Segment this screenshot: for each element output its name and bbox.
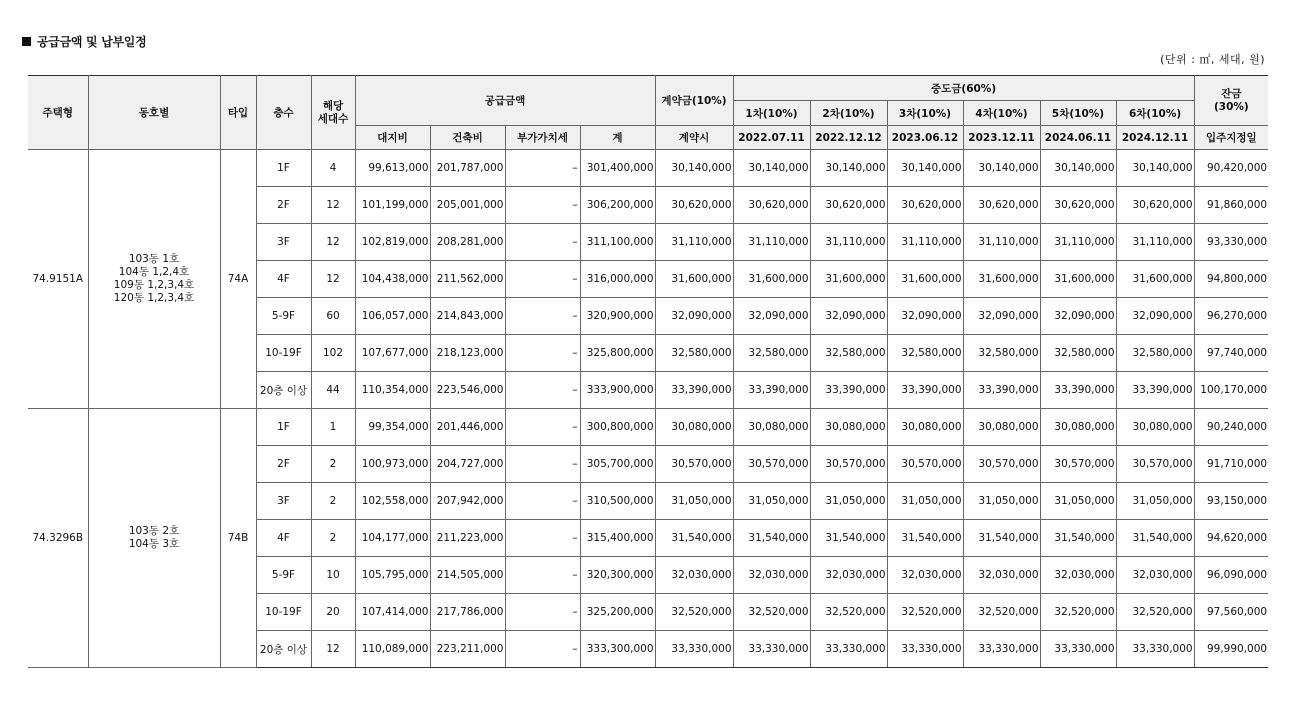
- dong-ho-cell: 103동 1호 104동 1,2,4호 109동 1,2,3,4호 120동 1,2,3,4호: [88, 150, 220, 409]
- units-cell: 4: [311, 150, 355, 187]
- col-balance-when: 입주지정일: [1194, 126, 1268, 150]
- col-land: 대지비: [355, 126, 430, 150]
- interim-cell-1: 31,540,000: [733, 520, 810, 557]
- interim-cell-1: 31,050,000: [733, 483, 810, 520]
- interim-cell-3: 31,110,000: [887, 224, 963, 261]
- col-units: 해당 세대수: [311, 76, 355, 150]
- interim-cell-1: 31,110,000: [733, 224, 810, 261]
- balance-cell: 96,270,000: [1194, 298, 1268, 335]
- interim-cell-4: 32,090,000: [963, 298, 1040, 335]
- vat-cell: –: [505, 298, 580, 335]
- floor-cell: 2F: [256, 446, 311, 483]
- units-cell: 1: [311, 409, 355, 446]
- building-cell: 217,786,000: [430, 594, 505, 631]
- vat-cell: –: [505, 594, 580, 631]
- interim-cell-5: 32,030,000: [1040, 557, 1116, 594]
- vat-cell: –: [505, 483, 580, 520]
- interim-cell-3: 30,620,000: [887, 187, 963, 224]
- balance-cell: 91,860,000: [1194, 187, 1268, 224]
- contract-cell: 32,520,000: [655, 594, 733, 631]
- interim-cell-6: 32,090,000: [1116, 298, 1194, 335]
- floor-cell: 1F: [256, 409, 311, 446]
- balance-cell: 94,620,000: [1194, 520, 1268, 557]
- total-cell: 315,400,000: [580, 520, 655, 557]
- building-cell: 214,505,000: [430, 557, 505, 594]
- balance-cell: 91,710,000: [1194, 446, 1268, 483]
- col-dong-ho: 동호별: [88, 76, 220, 150]
- table-row: [28, 409, 1268, 446]
- interim-cell-4: 30,620,000: [963, 187, 1040, 224]
- balance-cell: 99,990,000: [1194, 631, 1268, 668]
- interim-cell-3: 30,570,000: [887, 446, 963, 483]
- interim-cell-2: 32,030,000: [810, 557, 887, 594]
- interim-cell-6: 31,050,000: [1116, 483, 1194, 520]
- col-type: 타입: [220, 76, 256, 150]
- building-cell: 207,942,000: [430, 483, 505, 520]
- interim-cell-4: 30,570,000: [963, 446, 1040, 483]
- floor-cell: 10-19F: [256, 594, 311, 631]
- total-cell: 306,200,000: [580, 187, 655, 224]
- units-cell: 10: [311, 557, 355, 594]
- interim-cell-4: 32,030,000: [963, 557, 1040, 594]
- interim-cell-3: 32,090,000: [887, 298, 963, 335]
- interim-cell-1: 32,030,000: [733, 557, 810, 594]
- interim-cell-5: 31,540,000: [1040, 520, 1116, 557]
- interim-cell-2: 30,620,000: [810, 187, 887, 224]
- total-cell: 333,300,000: [580, 631, 655, 668]
- interim-cell-3: 33,390,000: [887, 372, 963, 409]
- col-house-type: 주택형: [28, 76, 88, 150]
- units-cell: 12: [311, 261, 355, 298]
- interim-cell-5: 31,050,000: [1040, 483, 1116, 520]
- interim-cell-5: 32,090,000: [1040, 298, 1116, 335]
- table-row: [28, 150, 1268, 187]
- interim-cell-1: 32,580,000: [733, 335, 810, 372]
- interim-cell-5: 32,580,000: [1040, 335, 1116, 372]
- supply-price-table: [28, 75, 1268, 668]
- interim-cell-2: 33,390,000: [810, 372, 887, 409]
- interim-cell-4: 32,580,000: [963, 335, 1040, 372]
- interim-cell-2: 30,140,000: [810, 150, 887, 187]
- type-cell: 74A: [220, 150, 256, 409]
- total-cell: 300,800,000: [580, 409, 655, 446]
- units-cell: 2: [311, 520, 355, 557]
- col-vat: 부가가치세: [505, 126, 580, 150]
- col-interim-date-1: 2022.07.11: [733, 126, 810, 150]
- interim-cell-1: 30,080,000: [733, 409, 810, 446]
- col-interim-date-6: 2024.12.11: [1116, 126, 1194, 150]
- units-cell: 12: [311, 631, 355, 668]
- balance-cell: 90,420,000: [1194, 150, 1268, 187]
- interim-cell-4: 33,330,000: [963, 631, 1040, 668]
- balance-cell: 97,740,000: [1194, 335, 1268, 372]
- interim-cell-2: 30,080,000: [810, 409, 887, 446]
- col-interim-date-2: 2022.12.12: [810, 126, 887, 150]
- interim-cell-1: 33,330,000: [733, 631, 810, 668]
- interim-cell-5: 30,620,000: [1040, 187, 1116, 224]
- col-building: 건축비: [430, 126, 505, 150]
- interim-cell-5: 31,110,000: [1040, 224, 1116, 261]
- units-cell: 20: [311, 594, 355, 631]
- interim-cell-2: 31,050,000: [810, 483, 887, 520]
- balance-cell: 96,090,000: [1194, 557, 1268, 594]
- building-cell: 201,787,000: [430, 150, 505, 187]
- floor-cell: 4F: [256, 261, 311, 298]
- interim-cell-5: 31,600,000: [1040, 261, 1116, 298]
- units-cell: 44: [311, 372, 355, 409]
- floor-cell: 1F: [256, 150, 311, 187]
- table-header: [28, 76, 1268, 150]
- floor-cell: 5-9F: [256, 298, 311, 335]
- interim-cell-4: 31,540,000: [963, 520, 1040, 557]
- interim-cell-4: 33,390,000: [963, 372, 1040, 409]
- floor-cell: 4F: [256, 520, 311, 557]
- balance-cell: 90,240,000: [1194, 409, 1268, 446]
- interim-cell-3: 33,330,000: [887, 631, 963, 668]
- interim-cell-3: 30,140,000: [887, 150, 963, 187]
- interim-cell-2: 31,110,000: [810, 224, 887, 261]
- interim-cell-3: 31,050,000: [887, 483, 963, 520]
- total-cell: 325,800,000: [580, 335, 655, 372]
- contract-cell: 31,540,000: [655, 520, 733, 557]
- contract-cell: 30,620,000: [655, 187, 733, 224]
- balance-cell: 93,150,000: [1194, 483, 1268, 520]
- col-interim-1: 1차(10%): [733, 101, 810, 126]
- vat-cell: –: [505, 335, 580, 372]
- interim-cell-5: 30,140,000: [1040, 150, 1116, 187]
- col-interim: 중도금(60%): [733, 76, 1194, 101]
- total-cell: 316,000,000: [580, 261, 655, 298]
- vat-cell: –: [505, 446, 580, 483]
- land-cell: 106,057,000: [355, 298, 430, 335]
- total-cell: 301,400,000: [580, 150, 655, 187]
- col-interim-5: 5차(10%): [1040, 101, 1116, 126]
- units-cell: 12: [311, 187, 355, 224]
- building-cell: 223,546,000: [430, 372, 505, 409]
- building-cell: 201,446,000: [430, 409, 505, 446]
- building-cell: 205,001,000: [430, 187, 505, 224]
- contract-cell: 32,580,000: [655, 335, 733, 372]
- type-cell: 74B: [220, 409, 256, 668]
- interim-cell-5: 30,080,000: [1040, 409, 1116, 446]
- vat-cell: –: [505, 150, 580, 187]
- balance-cell: 94,800,000: [1194, 261, 1268, 298]
- floor-cell: 3F: [256, 483, 311, 520]
- land-cell: 101,199,000: [355, 187, 430, 224]
- vat-cell: –: [505, 261, 580, 298]
- interim-cell-1: 32,090,000: [733, 298, 810, 335]
- vat-cell: –: [505, 372, 580, 409]
- interim-cell-3: 32,580,000: [887, 335, 963, 372]
- interim-cell-3: 31,600,000: [887, 261, 963, 298]
- interim-cell-6: 31,540,000: [1116, 520, 1194, 557]
- section-title: [22, 33, 146, 50]
- interim-cell-4: 31,600,000: [963, 261, 1040, 298]
- floor-cell: 2F: [256, 187, 311, 224]
- contract-cell: 30,080,000: [655, 409, 733, 446]
- units-cell: 2: [311, 446, 355, 483]
- col-interim-3: 3차(10%): [887, 101, 963, 126]
- col-interim-2: 2차(10%): [810, 101, 887, 126]
- floor-cell: 10-19F: [256, 335, 311, 372]
- interim-cell-4: 31,110,000: [963, 224, 1040, 261]
- floor-cell: 3F: [256, 224, 311, 261]
- col-interim-date-4: 2023.12.11: [963, 126, 1040, 150]
- section-title-text: 공급금액 및 납부일정: [37, 35, 147, 49]
- interim-cell-6: 30,620,000: [1116, 187, 1194, 224]
- interim-cell-3: 31,540,000: [887, 520, 963, 557]
- interim-cell-5: 32,520,000: [1040, 594, 1116, 631]
- interim-cell-6: 30,570,000: [1116, 446, 1194, 483]
- interim-cell-6: 32,030,000: [1116, 557, 1194, 594]
- interim-cell-1: 32,520,000: [733, 594, 810, 631]
- contract-cell: 32,030,000: [655, 557, 733, 594]
- interim-cell-3: 30,080,000: [887, 409, 963, 446]
- land-cell: 102,558,000: [355, 483, 430, 520]
- contract-cell: 31,600,000: [655, 261, 733, 298]
- building-cell: 211,562,000: [430, 261, 505, 298]
- land-cell: 105,795,000: [355, 557, 430, 594]
- col-total: 계: [580, 126, 655, 150]
- interim-cell-3: 32,520,000: [887, 594, 963, 631]
- balance-cell: 100,170,000: [1194, 372, 1268, 409]
- vat-cell: –: [505, 520, 580, 557]
- land-cell: 102,819,000: [355, 224, 430, 261]
- land-cell: 99,613,000: [355, 150, 430, 187]
- table-body: [28, 150, 1268, 668]
- land-cell: 100,973,000: [355, 446, 430, 483]
- vat-cell: –: [505, 187, 580, 224]
- interim-cell-2: 32,580,000: [810, 335, 887, 372]
- interim-cell-5: 30,570,000: [1040, 446, 1116, 483]
- interim-cell-1: 30,570,000: [733, 446, 810, 483]
- contract-cell: 30,140,000: [655, 150, 733, 187]
- house-type-cell: 74.9151A: [28, 150, 88, 409]
- balance-cell: 93,330,000: [1194, 224, 1268, 261]
- floor-cell: 20층 이상: [256, 372, 311, 409]
- interim-cell-3: 32,030,000: [887, 557, 963, 594]
- interim-cell-5: 33,330,000: [1040, 631, 1116, 668]
- interim-cell-2: 32,090,000: [810, 298, 887, 335]
- interim-cell-2: 30,570,000: [810, 446, 887, 483]
- vat-cell: –: [505, 631, 580, 668]
- floor-cell: 5-9F: [256, 557, 311, 594]
- contract-cell: 33,330,000: [655, 631, 733, 668]
- house-type-cell: 74.3296B: [28, 409, 88, 668]
- contract-cell: 31,050,000: [655, 483, 733, 520]
- vat-cell: –: [505, 409, 580, 446]
- total-cell: 310,500,000: [580, 483, 655, 520]
- col-contract: 계약금(10%): [655, 76, 733, 126]
- interim-cell-4: 32,520,000: [963, 594, 1040, 631]
- interim-cell-2: 31,540,000: [810, 520, 887, 557]
- interim-cell-6: 32,520,000: [1116, 594, 1194, 631]
- building-cell: 223,211,000: [430, 631, 505, 668]
- square-bullet-icon: [22, 37, 31, 46]
- units-cell: 60: [311, 298, 355, 335]
- interim-cell-4: 30,080,000: [963, 409, 1040, 446]
- col-interim-date-5: 2024.06.11: [1040, 126, 1116, 150]
- interim-cell-6: 33,390,000: [1116, 372, 1194, 409]
- col-interim-4: 4차(10%): [963, 101, 1040, 126]
- interim-cell-1: 30,140,000: [733, 150, 810, 187]
- col-interim-6: 6차(10%): [1116, 101, 1194, 126]
- interim-cell-1: 33,390,000: [733, 372, 810, 409]
- building-cell: 214,843,000: [430, 298, 505, 335]
- land-cell: 107,414,000: [355, 594, 430, 631]
- contract-cell: 31,110,000: [655, 224, 733, 261]
- col-interim-date-3: 2023.06.12: [887, 126, 963, 150]
- total-cell: 320,900,000: [580, 298, 655, 335]
- col-supply: 공급금액: [355, 76, 655, 126]
- interim-cell-5: 33,390,000: [1040, 372, 1116, 409]
- building-cell: 211,223,000: [430, 520, 505, 557]
- total-cell: 325,200,000: [580, 594, 655, 631]
- interim-cell-6: 33,330,000: [1116, 631, 1194, 668]
- balance-cell: 97,560,000: [1194, 594, 1268, 631]
- interim-cell-6: 31,110,000: [1116, 224, 1194, 261]
- interim-cell-1: 31,600,000: [733, 261, 810, 298]
- dong-ho-cell: 103동 2호 104동 3호: [88, 409, 220, 668]
- total-cell: 305,700,000: [580, 446, 655, 483]
- interim-cell-4: 31,050,000: [963, 483, 1040, 520]
- interim-cell-6: 30,080,000: [1116, 409, 1194, 446]
- land-cell: 104,438,000: [355, 261, 430, 298]
- interim-cell-6: 30,140,000: [1116, 150, 1194, 187]
- interim-cell-4: 30,140,000: [963, 150, 1040, 187]
- total-cell: 320,300,000: [580, 557, 655, 594]
- total-cell: 333,900,000: [580, 372, 655, 409]
- land-cell: 107,677,000: [355, 335, 430, 372]
- land-cell: 104,177,000: [355, 520, 430, 557]
- contract-cell: 30,570,000: [655, 446, 733, 483]
- interim-cell-1: 30,620,000: [733, 187, 810, 224]
- col-contract-when: 계약시: [655, 126, 733, 150]
- units-cell: 2: [311, 483, 355, 520]
- floor-cell: 20층 이상: [256, 631, 311, 668]
- interim-cell-2: 31,600,000: [810, 261, 887, 298]
- vat-cell: –: [505, 224, 580, 261]
- contract-cell: 32,090,000: [655, 298, 733, 335]
- col-floor: 층수: [256, 76, 311, 150]
- building-cell: 218,123,000: [430, 335, 505, 372]
- units-cell: 102: [311, 335, 355, 372]
- interim-cell-2: 33,330,000: [810, 631, 887, 668]
- units-cell: 12: [311, 224, 355, 261]
- interim-cell-6: 32,580,000: [1116, 335, 1194, 372]
- col-balance: 잔금 (30%): [1194, 76, 1268, 126]
- total-cell: 311,100,000: [580, 224, 655, 261]
- vat-cell: –: [505, 557, 580, 594]
- land-cell: 99,354,000: [355, 409, 430, 446]
- contract-cell: 33,390,000: [655, 372, 733, 409]
- building-cell: 208,281,000: [430, 224, 505, 261]
- building-cell: 204,727,000: [430, 446, 505, 483]
- unit-note: (단위 : ㎡, 세대, 원): [1160, 53, 1265, 66]
- interim-cell-2: 32,520,000: [810, 594, 887, 631]
- land-cell: 110,089,000: [355, 631, 430, 668]
- interim-cell-6: 31,600,000: [1116, 261, 1194, 298]
- land-cell: 110,354,000: [355, 372, 430, 409]
